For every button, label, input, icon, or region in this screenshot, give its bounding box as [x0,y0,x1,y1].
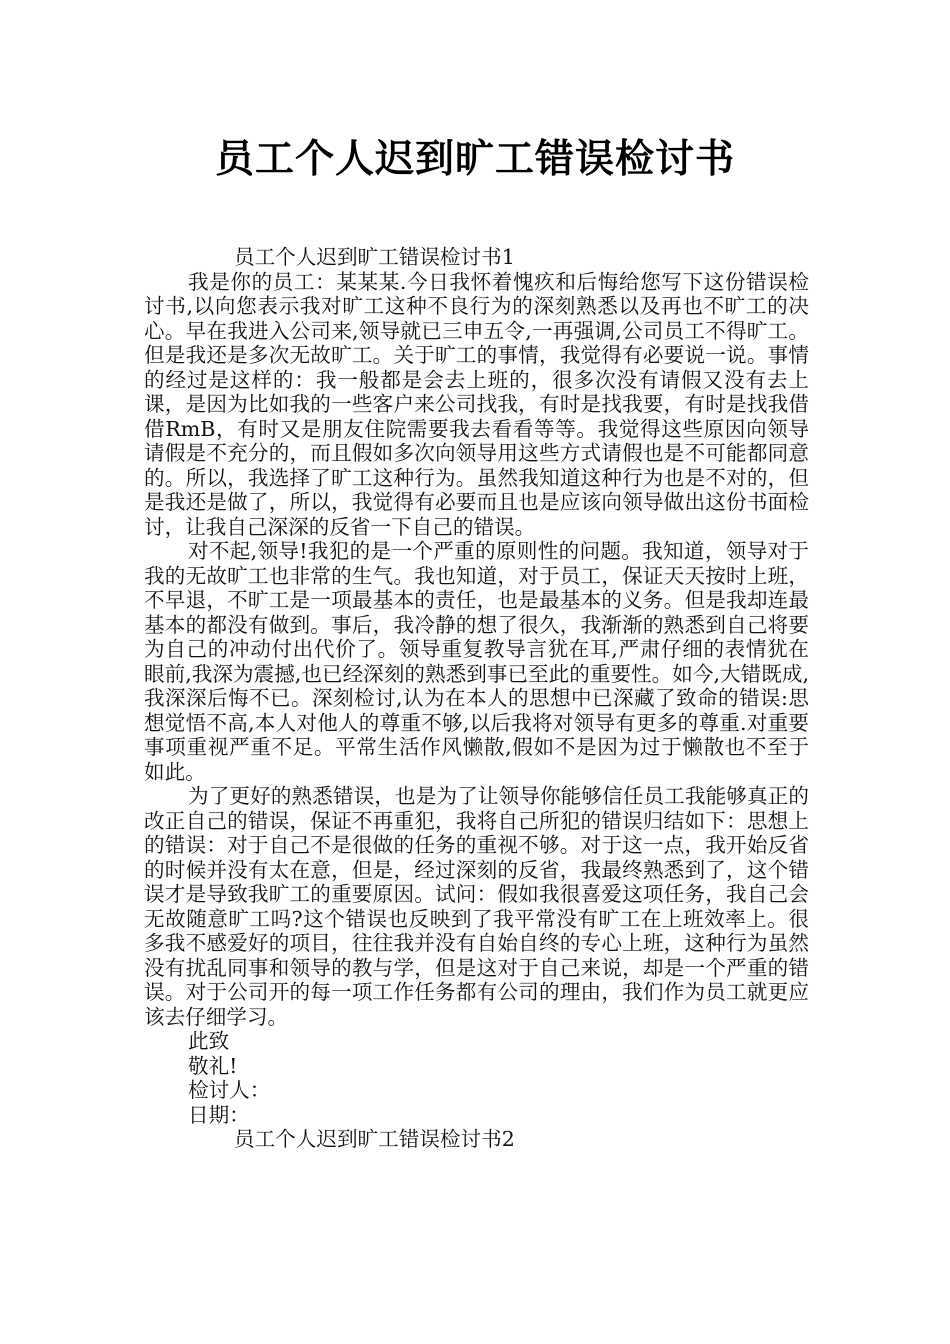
signer-label: 检讨人： [188,1078,271,1102]
body-paragraph-1: 我是你的员工：某某某.今日我怀着愧疚和后悔给您写下这份错误检讨书,以向您表示我对旷工这种不良行为的深刻熟悉以及再也不旷工的决心。早在我进入公司来,领导就已三申五令,一再强调,公司员工不得旷工。但是我还是多次无故旷工。关于旷工的事情，我觉得有必要说一说。事情的经过是这样的：我一般都是会去上班的，很多次没有请假又没有去上课，是因为比如我的一些客户来公司找我，有时是找我要，有时是找我借借RmB，有时又是朋友住院需要我去看看等等。我觉得这些原因向领导请假是不充分的，而且假如多次向领导用这些方式请假也是不可能都同意的。所以，我选择了旷工这种行为。虽然我知道这种行为也是不对的，但是我还是做了，所以，我觉得有必要而且也是应该向领导做出这份书面检讨，让我自己深深的反省一下自己的错误。 [144,269,809,539]
date-label: 日期： [188,1102,250,1127]
section-2-heading: 员工个人迟到旷工错误检讨书2 [234,1127,515,1151]
section-1-heading: 员工个人迟到旷工错误检讨书1 [234,245,515,269]
closing-salutation: 此致 [188,1029,230,1053]
body-paragraph-3: 为了更好的熟悉错误，也是为了让领导你能够信任员工我能够真正的改正自己的错误，保证不再重犯，我将自己所犯的错误归结如下：思想上的错误：对于自己不是很做的任务的重视不够。对于这一点，我开始反省的时候并没有太在意，但是，经过深刻的反省，我最终熟悉到了，这个错误才是导致我旷工的重要原因。试问：假如我很喜爱这项任务，我自己会无故随意旷工吗?这个错误也反映到了我平常没有旷工在上班效率上。很多我不感爱好的项目，往往我并没有自始自终的专心上班，这种行为虽然没有扰乱同事和领导的教与学，但是这对于自己来说，却是一个严重的错误。对于公司开的每一项工作任务都有公司的理由，我们作为员工就更应该去仔细学习。 [144,784,809,1029]
body-paragraph-2: 对不起,领导!我犯的是一个严重的原则性的问题。我知道，领导对于我的无故旷工也非常的生气。我也知道，对于员工，保证天天按时上班，不早退，不旷工是一项最基本的责任，也是最基本的义务。但是我却连最基本的都没有做到。事后，我冷静的想了很久，我渐渐的熟悉到自己将要为自己的冲动付出代价了。领导重复教导言犹在耳,严肃仔细的表情犹在眼前,我深为震撼,也已经深刻的熟悉到事已至此的重要性。如今,大错既成,我深深后悔不已。深刻检讨,认为在本人的思想中已深藏了致命的错误:思想觉悟不高,本人对他人的尊重不够,以后我将对领导有更多的尊重.对重要事项重视严重不足。平常生活作风懒散,假如不是因为过于懒散也不至于如此。 [144,539,809,784]
document-title: 员工个人迟到旷工错误检讨书 [214,137,735,182]
closing-regards: 敬礼! [188,1053,238,1078]
document-body [144,245,809,1152]
